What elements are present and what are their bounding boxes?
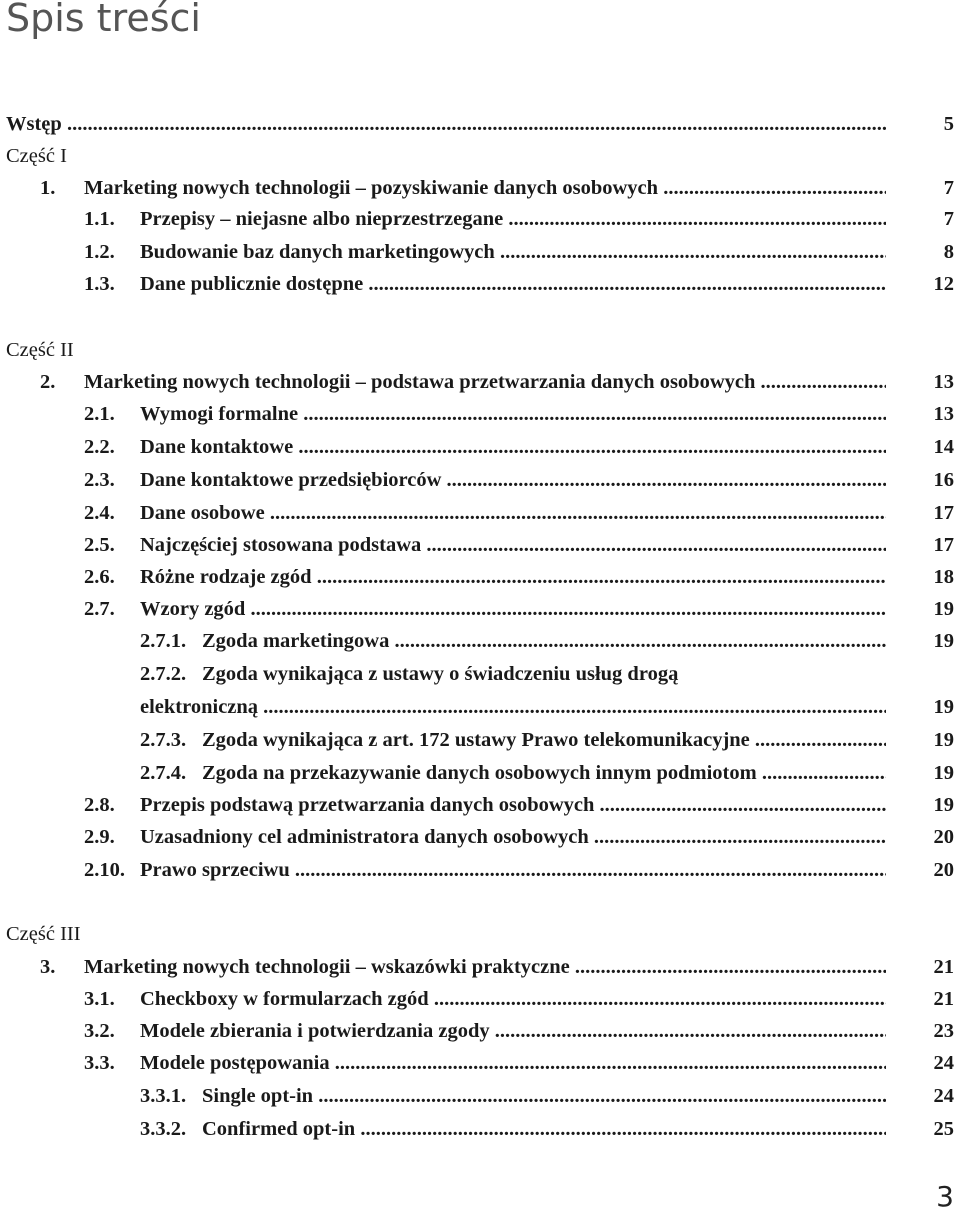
- toc-entry[interactable]: [0, 497, 960, 529]
- page-title: Spis treści: [6, 0, 201, 40]
- toc-entry-text: Marketing nowych technologii – pozyskiwanie danych osobowych .....: [84, 172, 886, 204]
- toc-entry[interactable]: [0, 983, 960, 1015]
- toc-entry-text: Prawo sprzeciwu .....: [140, 854, 886, 886]
- toc-entry-text: Modele postępowania .....: [140, 1047, 886, 1079]
- toc-entry[interactable]: [0, 268, 960, 300]
- toc-entry-number: 1.: [40, 177, 56, 199]
- toc-entry[interactable]: [0, 789, 960, 821]
- toc-entry-number: 2.8.: [84, 794, 115, 816]
- toc-entry-number: 2.2.: [84, 436, 115, 458]
- toc-entry[interactable]: [0, 236, 960, 268]
- toc-entry-number: 1.3.: [84, 273, 115, 295]
- toc-entry-number: 3.2.: [84, 1020, 115, 1042]
- toc-entry-page: 13: [933, 371, 954, 393]
- toc-entry-number: 2.9.: [84, 826, 115, 848]
- toc-entry-number: 3.3.: [84, 1052, 115, 1074]
- toc-entry-text: Zgoda wynikająca z ustawy o świadczeniu usług drogą: [202, 663, 679, 685]
- toc-entry-number: 2.7.1.: [140, 630, 187, 652]
- toc-entry-number: 2.3.: [84, 469, 115, 491]
- toc-entry[interactable]: [0, 366, 960, 398]
- toc-entry-page: 21: [933, 956, 954, 978]
- toc-entry-text: Marketing nowych technologii – podstawa przetwarzania danych osobowych .....: [84, 366, 886, 398]
- toc-entry-page: 19: [933, 630, 954, 652]
- toc-entry[interactable]: [0, 724, 960, 756]
- toc-entry-number: 3.3.1.: [140, 1085, 187, 1107]
- toc-entry-number: 3.3.2.: [140, 1118, 187, 1140]
- toc-entry[interactable]: [0, 398, 960, 430]
- page-number: 3: [936, 1180, 954, 1213]
- toc-entry-page: 20: [933, 859, 954, 881]
- toc-entry-text: Wzory zgód .....: [140, 593, 886, 625]
- toc-entry-text: Modele zbierania i potwierdzania zgody .....: [140, 1015, 886, 1047]
- toc-entry[interactable]: [0, 1015, 960, 1047]
- toc-entry-page: 19: [933, 696, 954, 718]
- toc-entry-number: 2.: [40, 371, 56, 393]
- toc-entry[interactable]: [0, 951, 960, 983]
- toc-entry-text: Przepis podstawą przetwarzania danych osobowych .....: [140, 789, 886, 821]
- toc-entry[interactable]: [0, 625, 960, 657]
- toc-entry-number: 2.7.: [84, 598, 115, 620]
- toc-entry-number: 2.1.: [84, 403, 115, 425]
- toc-entry-text: Dane kontaktowe .....: [140, 431, 886, 463]
- toc-entry[interactable]: [0, 854, 960, 886]
- toc-entry-number: 2.6.: [84, 566, 115, 588]
- toc-entry[interactable]: [0, 658, 960, 690]
- toc-entry-number: 2.5.: [84, 534, 115, 556]
- toc-entry-number: 3.: [40, 956, 56, 978]
- toc-entry-text: Uzasadniony cel administratora danych osobowych .....: [140, 821, 886, 853]
- toc-entry-page: 19: [933, 598, 954, 620]
- toc-entry-page: 12: [933, 273, 954, 295]
- toc-entry-text: Budowanie baz danych marketingowych .....: [140, 236, 886, 268]
- toc-entry-number: 1.1.: [84, 208, 115, 230]
- toc-entry-page: 14: [933, 436, 954, 458]
- toc-entry-page: 19: [933, 794, 954, 816]
- toc-entry[interactable]: [0, 1080, 960, 1112]
- toc-entry-text: Zgoda wynikająca z art. 172 ustawy Prawo telekomunikacyjne .....: [202, 724, 886, 756]
- toc-entry-text: elektroniczną .....: [140, 691, 886, 723]
- toc-entry-page: 17: [933, 502, 954, 524]
- toc-entry-number: 2.7.4.: [140, 762, 187, 784]
- toc-entry-page: 24: [933, 1052, 954, 1074]
- toc-entry-page: 25: [933, 1118, 954, 1140]
- toc-entry-page: 18: [933, 566, 954, 588]
- toc-entry-text: Dane kontaktowe przedsiębiorców .....: [140, 464, 886, 496]
- part-heading: Część I: [6, 145, 67, 167]
- part-heading: Część II: [6, 339, 74, 361]
- toc-entry-page: 8: [943, 241, 954, 263]
- toc-entry-page: 17: [933, 534, 954, 556]
- toc-entry[interactable]: [0, 1047, 960, 1079]
- toc-entry-text: Zgoda marketingowa .....: [202, 625, 886, 657]
- toc-entry-page: 24: [933, 1085, 954, 1107]
- toc-entry[interactable]: [0, 529, 960, 561]
- toc-entry-text: Checkboxy w formularzach zgód .....: [140, 983, 886, 1015]
- toc-entry-text: Marketing nowych technologii – wskazówki praktyczne .....: [84, 951, 886, 983]
- toc-entry[interactable]: [0, 1113, 960, 1145]
- toc-entry-text: Dane publicznie dostępne .....: [140, 268, 886, 300]
- toc-entry-text: Dane osobowe .....: [140, 497, 886, 529]
- toc-entry-text: Przepisy – niejasne albo nieprzestrzegane .....: [140, 203, 886, 235]
- toc-entry-text: Wstęp .....: [6, 108, 886, 140]
- toc-entry-number: 3.1.: [84, 988, 115, 1010]
- toc-entry-text: Różne rodzaje zgód .....: [140, 561, 886, 593]
- toc-entry-page: 23: [933, 1020, 954, 1042]
- toc-entry-continuation[interactable]: [0, 691, 960, 723]
- toc-entry[interactable]: [0, 203, 960, 235]
- toc-entry[interactable]: [0, 431, 960, 463]
- toc-entry-page: 19: [933, 729, 954, 751]
- toc-entry-page: 21: [933, 988, 954, 1010]
- toc-entry-number: 2.7.2.: [140, 663, 187, 685]
- toc-entry-number: 2.10.: [84, 859, 125, 881]
- toc-entry-page: 13: [933, 403, 954, 425]
- toc-entry[interactable]: [0, 593, 960, 625]
- toc-entry-text: Najczęściej stosowana podstawa .....: [140, 529, 886, 561]
- toc-entry-number: 1.2.: [84, 241, 115, 263]
- toc-entry-text: Zgoda na przekazywanie danych osobowych innym podmiotom .....: [202, 757, 886, 789]
- toc-entry-page: 7: [943, 177, 954, 199]
- toc-entry-page: 7: [943, 208, 954, 230]
- toc-entry-page: 20: [933, 826, 954, 848]
- toc-entry-text: Single opt-in .....: [202, 1080, 886, 1112]
- toc-entry[interactable]: [0, 172, 960, 204]
- toc-entry-intro[interactable]: [0, 108, 960, 140]
- toc-entry-text: Confirmed opt-in .....: [202, 1113, 886, 1145]
- toc-entry[interactable]: [0, 561, 960, 593]
- part-heading: Część III: [6, 923, 81, 945]
- toc-entry-page: 5: [943, 113, 954, 135]
- toc-entry-text: Wymogi formalne .....: [140, 398, 886, 430]
- toc-entry[interactable]: [0, 464, 960, 496]
- toc-entry-page: 19: [933, 762, 954, 784]
- toc-entry[interactable]: [0, 757, 960, 789]
- toc-entry-page: 16: [933, 469, 954, 491]
- toc-entry-number: 2.7.3.: [140, 729, 187, 751]
- toc-entry[interactable]: [0, 821, 960, 853]
- toc-entry-number: 2.4.: [84, 502, 115, 524]
